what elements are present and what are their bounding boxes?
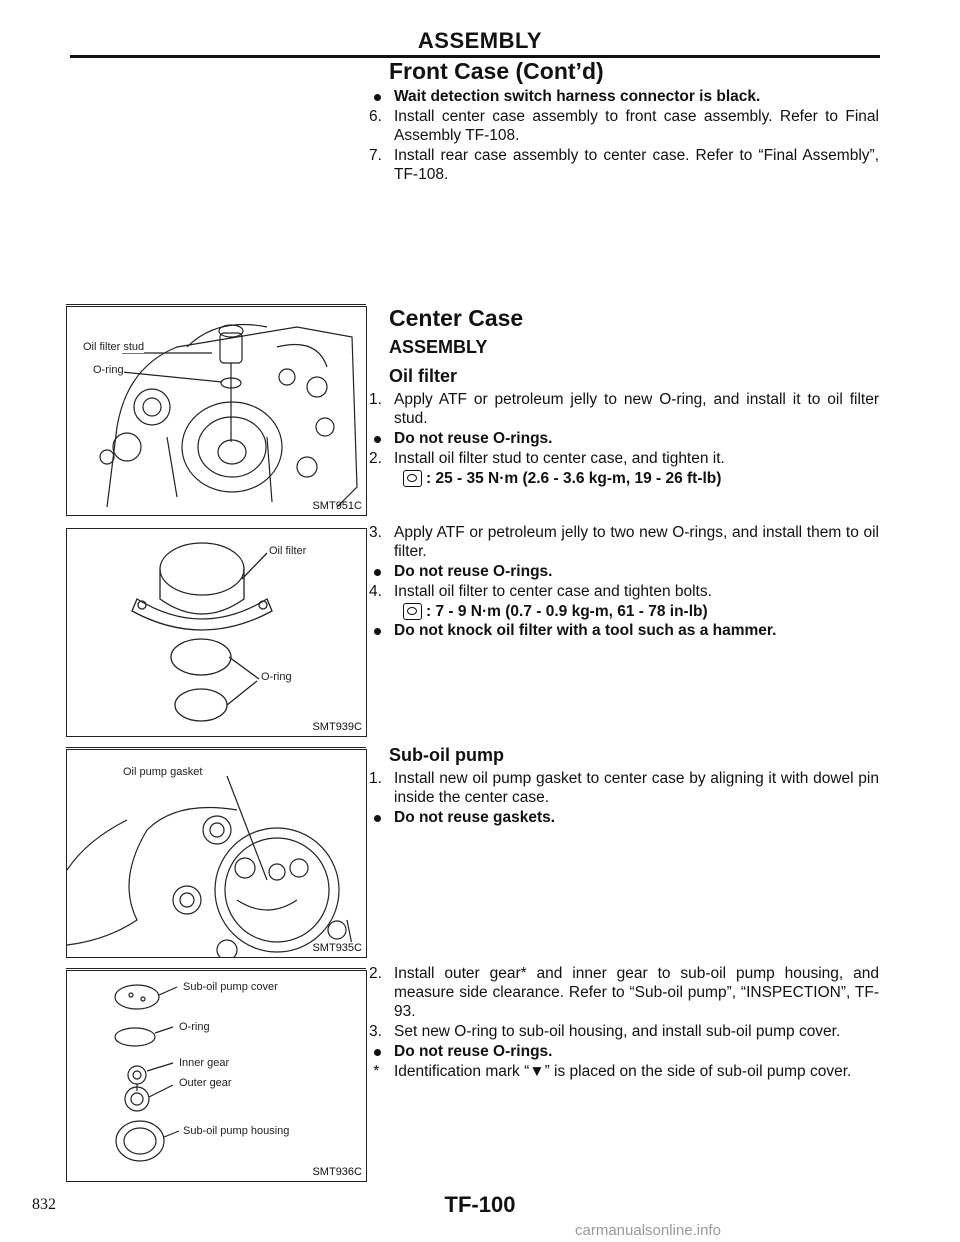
label-oil-filter: Oil filter xyxy=(269,545,307,557)
label-oil-filter-stud: Oil filter stud xyxy=(83,341,145,353)
label-o-ring: O-ring xyxy=(261,671,292,683)
list-item-text: Set new O-ring to sub-oil housing, and install sub-oil pump cover. xyxy=(394,1023,841,1040)
list-item xyxy=(369,582,879,601)
label-oil-pump-gasket: Oil pump gasket xyxy=(123,766,203,778)
figure-code: SMT935C xyxy=(312,942,362,954)
figure-oil-filter xyxy=(66,528,367,737)
step-number: 4. xyxy=(369,583,382,600)
page-header-title: ASSEMBLY xyxy=(417,28,543,53)
list-item-text: Install center case assembly to front case assembly. Refer to Final Assembly TF-108. xyxy=(394,108,879,144)
oil-filter-illustration xyxy=(67,529,366,736)
step-number: 6. xyxy=(369,108,382,125)
list-item-text: Install new oil pump gasket to center case by aligning it with dowel pin inside the center case. xyxy=(394,770,879,806)
list-item xyxy=(369,808,879,827)
list-item xyxy=(369,390,879,428)
label-o-ring: O-ring xyxy=(93,364,124,376)
list-item-text: Install outer gear* and inner gear to sub-oil pump housing, and measure side clearance. Refer to “Sub-oil pump”, “INSPECTION”, TF-93. xyxy=(394,965,879,1020)
figure-oil-pump-gasket xyxy=(66,749,367,958)
sub-oil-pump-heading: Sub-oil pump xyxy=(389,745,504,765)
list-item-text: Wait detection switch harness connector is black. xyxy=(394,88,761,105)
assembly-subheading: ASSEMBLY xyxy=(389,337,488,357)
sub-oil-pump-parts-illustration xyxy=(67,971,366,1181)
torque-spec xyxy=(369,602,879,621)
list-item xyxy=(369,1042,879,1061)
sub-oil-pump-steps-2 xyxy=(369,964,879,1082)
front-case-steps xyxy=(369,87,879,185)
center-case-title: Center Case xyxy=(389,305,524,331)
list-item-text: Apply ATF or petroleum jelly to new O-ring, and install it to oil filter stud. xyxy=(394,391,879,427)
bullet-icon xyxy=(374,1049,381,1056)
section-page-code: TF-100 xyxy=(444,1192,516,1217)
sub-oil-pump-steps-1 xyxy=(369,769,879,828)
front-case-title: Front Case (Cont’d) xyxy=(389,58,604,84)
list-item xyxy=(369,107,879,145)
torque-wrench-icon xyxy=(403,603,422,620)
list-item-text: Identification mark “▼” is placed on the side of sub-oil pump cover. xyxy=(394,1063,852,1080)
list-item xyxy=(369,146,879,184)
step-number: 2. xyxy=(369,965,382,982)
list-item xyxy=(369,1062,879,1081)
list-item-text: Install oil filter to center case and tighten bolts. xyxy=(394,583,712,600)
label-sub-oil-pump-housing: Sub-oil pump housing xyxy=(183,1125,290,1137)
list-item-text: Install rear case assembly to center case. Refer to “Final Assembly”, TF-108. xyxy=(394,147,879,183)
bullet-icon xyxy=(374,569,381,576)
list-item xyxy=(369,964,879,1021)
step-number: 2. xyxy=(369,450,382,467)
label-o-ring: O-ring xyxy=(179,1021,210,1033)
list-item-text: Do not reuse gaskets. xyxy=(394,809,556,826)
list-item xyxy=(369,523,879,561)
step-number: 3. xyxy=(369,1023,382,1040)
label-inner-gear: Inner gear xyxy=(179,1057,230,1069)
list-item xyxy=(369,621,879,640)
oil-pump-gasket-illustration xyxy=(67,750,366,957)
torque-spec xyxy=(369,469,879,488)
label-sub-oil-pump-cover: Sub-oil pump cover xyxy=(183,981,278,993)
step-number: 7. xyxy=(369,147,382,164)
page-number: 832 xyxy=(32,1196,56,1213)
torque-value: : 7 - 9 N·m (0.7 - 0.9 kg-m, 61 - 78 in-lb) xyxy=(426,603,708,620)
list-item xyxy=(369,1022,879,1041)
bullet-icon xyxy=(374,815,381,822)
list-item-text: Do not reuse O-rings. xyxy=(394,430,553,447)
footnote-asterisk: * xyxy=(369,1063,380,1080)
oil-filter-steps-2 xyxy=(369,523,879,641)
list-item-text: Do not knock oil filter with a tool such as a hammer. xyxy=(394,622,777,639)
figure-code: SMT936C xyxy=(312,1166,362,1178)
list-item-text: Do not reuse O-rings. xyxy=(394,1043,553,1060)
figure-sub-oil-pump-parts xyxy=(66,970,367,1182)
figure-oil-filter-stud xyxy=(66,306,367,516)
torque-wrench-icon xyxy=(403,470,422,487)
figure-code: SMT951C xyxy=(312,500,362,512)
list-item-text: Do not reuse O-rings. xyxy=(394,563,553,580)
bullet-icon xyxy=(374,94,381,101)
label-outer-gear: Outer gear xyxy=(179,1077,232,1089)
list-item xyxy=(369,769,879,807)
list-item-text: Apply ATF or petroleum jelly to two new O-rings, and install them to oil filter. xyxy=(394,524,879,560)
step-number: 3. xyxy=(369,524,382,541)
oil-filter-stud-illustration xyxy=(67,307,366,515)
oil-filter-heading: Oil filter xyxy=(389,366,458,386)
step-number: 1. xyxy=(369,770,382,787)
bullet-icon xyxy=(374,628,381,635)
list-item-text: Install oil filter stud to center case, and tighten it. xyxy=(394,450,725,467)
list-item xyxy=(369,449,879,468)
figure-code: SMT939C xyxy=(312,721,362,733)
list-item xyxy=(369,429,879,448)
bullet-icon xyxy=(374,436,381,443)
list-item xyxy=(369,87,879,106)
watermark: carmanualsonline.info xyxy=(575,1222,721,1239)
step-number: 1. xyxy=(369,391,382,408)
torque-value: : 25 - 35 N·m (2.6 - 3.6 kg-m, 19 - 26 ft-lb) xyxy=(426,470,722,487)
oil-filter-steps-1 xyxy=(369,390,879,488)
list-item xyxy=(369,562,879,581)
